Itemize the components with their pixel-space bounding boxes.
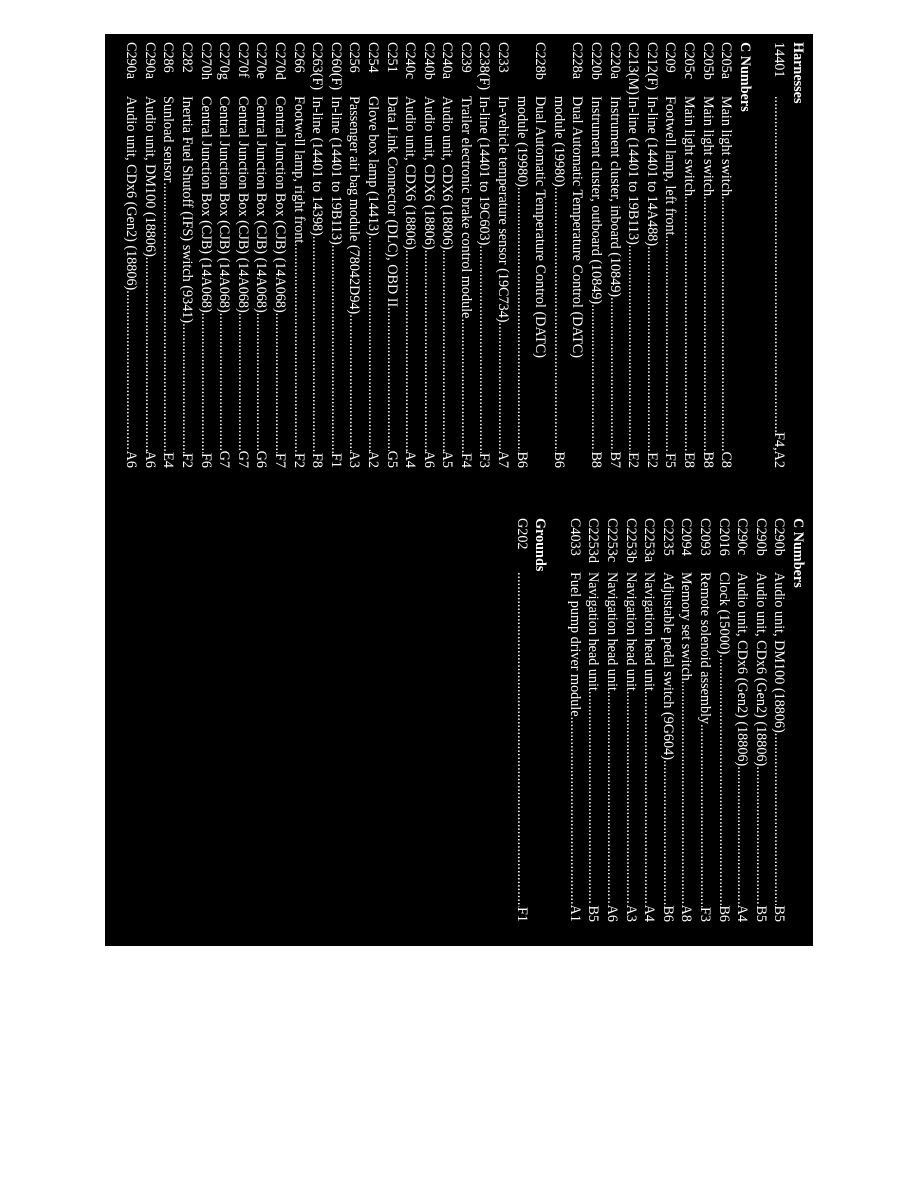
description-with-leader — [751, 572, 770, 905]
description-with-leader — [584, 572, 603, 905]
connector-description: Central Junction Box (CJB) (14A068) — [253, 96, 270, 313]
connector-description: Central Junction Box (CJB) (14A068) — [197, 96, 214, 313]
index-entry — [252, 42, 271, 468]
index-entry — [677, 518, 696, 922]
grid-location: B5 — [771, 905, 788, 922]
index-entry — [140, 42, 159, 468]
description-with-leader — [438, 96, 457, 451]
dot-leader — [363, 236, 382, 451]
index-entry — [714, 518, 733, 922]
index-entry — [270, 42, 289, 468]
connector-code: C220b — [588, 42, 605, 80]
description-with-leader — [695, 572, 714, 907]
dot-leader — [122, 290, 141, 450]
connector-description: Main light switch — [681, 96, 698, 197]
index-entry — [698, 42, 717, 468]
connector-code: C270h — [197, 42, 214, 80]
connector-code: C260(F) — [327, 42, 344, 91]
connector-description: Audio unit, CDX6 (18806) — [439, 96, 456, 250]
description-with-leader — [661, 96, 680, 453]
connector-code: C290a — [123, 42, 140, 80]
index-entry — [695, 518, 714, 922]
connector-description: Central Junction Box (CJB) (14A068) — [234, 96, 251, 313]
dot-leader — [640, 691, 659, 905]
dot-leader — [252, 313, 271, 451]
description-with-leader — [642, 96, 661, 452]
connector-description: In-line (14401 to 19C603) — [476, 96, 493, 246]
connector-description: Audio unit, CDx6 (Gen2) (18806) — [734, 572, 751, 767]
grid-location: A4 — [734, 904, 751, 922]
dot-leader — [475, 245, 494, 453]
dot-leader — [382, 307, 401, 450]
description-with-leader — [233, 96, 252, 451]
index-entry — [475, 42, 494, 468]
description-with-leader — [215, 96, 234, 451]
grid-location: F6 — [197, 453, 214, 468]
grid-location: A5 — [439, 450, 456, 468]
grid-location: B6 — [715, 905, 732, 922]
dot-leader — [494, 323, 513, 451]
dot-leader — [308, 236, 327, 453]
connector-description: Dual Automatic Temperature Control (DATC) — [569, 96, 586, 358]
dot-leader — [565, 717, 584, 905]
connector-code: C233 — [495, 42, 512, 73]
grid-location: E4 — [160, 452, 177, 468]
index-entry-first-line — [568, 42, 587, 468]
left-column — [122, 42, 807, 468]
index-entry — [419, 42, 438, 468]
index-entry — [177, 42, 196, 468]
connector-code: C240c — [402, 42, 419, 80]
connector-description: Audio unit, CDX6 (18806) — [420, 96, 437, 250]
connector-description: Inertia Fuel Shutoff (IFS) switch (9341) — [179, 96, 195, 324]
connector-code: C256 — [346, 42, 363, 73]
connector-code: C2235 — [659, 518, 676, 556]
dot-leader — [419, 250, 438, 451]
connector-description: In-line (14401 to 19B113) — [327, 96, 344, 245]
connector-code: C238(F) — [476, 42, 493, 91]
grid-location: G6 — [253, 450, 270, 468]
index-entry — [717, 42, 736, 468]
connector-description: Footwell lamp, right front — [290, 96, 307, 244]
dot-leader — [270, 313, 289, 453]
dot-leader — [233, 313, 252, 451]
connector-code: C240a — [439, 42, 456, 80]
index-entry — [289, 42, 308, 468]
connector-description: Clock (15000) — [715, 572, 732, 655]
connector-code: C205a — [718, 42, 735, 80]
c-numbers-heading: C Numbers — [736, 42, 753, 112]
connector-code: C2253a — [641, 518, 658, 563]
grid-location: G5 — [383, 450, 400, 468]
index-entry — [512, 518, 531, 922]
c-numbers-heading: C Numbers — [790, 518, 806, 588]
index-entry — [233, 42, 252, 468]
connector-description: Audio unit, CDX6 (18806) — [402, 96, 419, 250]
index-entry — [549, 42, 568, 468]
grid-location: E2 — [625, 452, 642, 468]
dot-leader — [658, 760, 677, 905]
connector-code: C286 — [160, 42, 177, 73]
connector-code: C239 — [457, 42, 474, 73]
grid-location: A6 — [420, 450, 437, 468]
index-entry — [605, 42, 624, 468]
description-with-leader — [289, 96, 308, 453]
connector-description: In-vehicle temperature sensor (19C734) — [495, 96, 512, 323]
grid-location: G7 — [234, 450, 251, 468]
c-numbers-list — [565, 518, 788, 922]
connector-code: C251 — [383, 42, 400, 73]
dot-leader — [549, 187, 568, 451]
dot-leader — [326, 245, 345, 453]
grid-location: F2 — [290, 453, 307, 468]
rotated-content — [105, 34, 813, 946]
index-entry — [456, 42, 475, 468]
dot-leader — [345, 314, 364, 450]
grid-location: F4 — [457, 453, 474, 468]
dot-leader — [770, 96, 789, 432]
grid-location: A3 — [346, 450, 363, 468]
dot-leader — [695, 724, 714, 907]
connector-description: Footwell lamp, left front — [662, 96, 679, 236]
dot-leader — [401, 250, 420, 451]
connector-description: Navigation head unit — [585, 572, 602, 691]
connector-code: C220a — [606, 42, 623, 80]
connector-description: Instrument cluster, outboard (10849) — [588, 96, 605, 305]
index-entry — [642, 42, 661, 468]
dot-leader — [177, 323, 196, 453]
connector-description: Navigation head unit — [604, 572, 621, 691]
description-with-leader — [326, 96, 345, 453]
grid-location: F1 — [513, 907, 530, 922]
index-entry — [621, 518, 640, 922]
connector-description: In-line (14401 to 14A488) — [643, 96, 660, 247]
index-entry — [733, 518, 752, 922]
description-with-leader — [770, 572, 789, 905]
grid-location: A6 — [604, 904, 621, 922]
index-entry — [494, 42, 513, 468]
description-with-leader — [308, 96, 327, 453]
dot-leader — [215, 313, 234, 451]
connector-code: C270d — [271, 42, 288, 80]
dot-leader — [196, 313, 215, 453]
connector-code: C2016 — [715, 518, 732, 556]
grounds-list — [512, 518, 531, 922]
dot-leader — [624, 245, 643, 452]
description-with-leader — [658, 572, 677, 905]
connector-code: C228b — [532, 42, 549, 80]
description-continued — [512, 96, 531, 451]
grid-location: A7 — [495, 450, 512, 468]
connector-code: C2253d — [585, 518, 602, 563]
connector-code: C205b — [699, 42, 716, 80]
description-with-leader — [512, 572, 531, 907]
description-with-leader — [140, 96, 159, 451]
connector-code: C290b — [752, 518, 769, 556]
description-with-leader — [602, 572, 621, 905]
index-entry — [584, 518, 603, 922]
dot-leader — [289, 243, 308, 453]
connector-description: Adjustable pedal switch (9G604) — [659, 572, 676, 760]
connector-description: Central Junction Box (CJB) (14A068) — [216, 96, 233, 313]
index-entry — [326, 42, 345, 468]
index-entry — [308, 42, 327, 468]
description-with-leader — [624, 96, 643, 452]
connector-description: Trailer electronic brake control module — [457, 96, 474, 319]
description-with-leader — [196, 96, 215, 453]
grid-location: A3 — [622, 904, 639, 922]
connector-description: In-line (14401 to 19B113) — [625, 96, 642, 245]
right-column — [512, 518, 807, 922]
dot-leader — [586, 304, 605, 451]
grid-location: B8 — [588, 451, 605, 468]
description-with-leader — [717, 96, 736, 451]
connector-description: Data Link Connector (DLC), OBD II — [383, 96, 400, 308]
connector-description: Dual Automatic Temperature Control (DATC) — [532, 96, 549, 358]
index-entry — [624, 42, 643, 468]
description-with-leader — [401, 96, 420, 451]
index-entry — [661, 42, 680, 468]
description-with-leader — [698, 96, 717, 451]
description-with-leader — [586, 96, 605, 451]
index-entry — [345, 42, 364, 468]
description-with-leader — [270, 96, 289, 453]
dot-leader — [602, 691, 621, 905]
description-with-leader — [475, 96, 494, 453]
connector-description: Audio unit, CDx6 (Gen2) (18806) — [752, 572, 769, 767]
dot-leader — [661, 236, 680, 454]
grid-location: A1 — [566, 904, 583, 922]
grid-location: E8 — [681, 452, 698, 468]
dot-leader — [714, 654, 733, 905]
connector-description: Navigation head unit — [641, 572, 658, 691]
connector-description: Memory set switch — [678, 572, 695, 681]
connector-code: C2094 — [678, 518, 695, 556]
index-entry — [679, 42, 698, 468]
connector-description: Fuel pump driver module — [566, 572, 583, 717]
description-with-leader — [621, 572, 640, 905]
dot-leader — [456, 318, 475, 453]
dot-leader — [584, 691, 603, 905]
index-entry — [159, 42, 178, 468]
index-entry — [586, 42, 605, 468]
description-with-leader — [177, 96, 196, 453]
connector-code: C290c — [734, 518, 751, 556]
dot-leader — [677, 681, 696, 905]
connector-description: Main light switch — [699, 96, 716, 197]
grid-location: B7 — [606, 451, 623, 468]
connector-code: C290b — [771, 518, 788, 556]
grid-location: F2 — [179, 453, 195, 468]
index-entry — [122, 42, 141, 468]
connector-code: C2253c — [604, 518, 621, 563]
description-with-leader — [159, 96, 178, 452]
description-with-leader — [677, 572, 696, 905]
connector-code: G202 — [513, 518, 530, 550]
index-entry — [196, 42, 215, 468]
dot-leader — [679, 196, 698, 452]
connector-description: Remote solenoid assembly — [697, 572, 714, 725]
connector-description: Audio unit, DM100 (18806) — [771, 572, 788, 733]
grid-location: A4 — [402, 450, 419, 468]
index-entry — [770, 42, 789, 468]
index-entry — [401, 42, 420, 468]
grid-location: G7 — [216, 450, 233, 468]
description-with-leader — [605, 96, 624, 451]
grid-location: F4,A2 — [771, 432, 788, 468]
index-entry — [658, 518, 677, 922]
grid-location: B6 — [550, 451, 567, 468]
grid-location: A6 — [123, 450, 140, 468]
index-entry — [751, 518, 770, 922]
connector-code: C254 — [364, 42, 381, 73]
connector-description: Navigation head unit — [622, 572, 639, 691]
description-with-leader — [122, 96, 141, 451]
description-with-leader — [252, 96, 271, 451]
connector-code: C212(F) — [643, 42, 660, 91]
dot-leader — [698, 196, 717, 451]
description-with-leader — [419, 96, 438, 451]
connector-description: Glove box lamp (14413) — [364, 96, 381, 236]
index-entry — [512, 42, 531, 468]
connector-code: C290a — [141, 42, 158, 80]
harnesses-heading: Harnesses — [790, 42, 806, 104]
description-with-leader — [714, 572, 733, 905]
grid-location: B8 — [699, 451, 716, 468]
description-with-leader — [733, 572, 752, 905]
connector-description: Central Junction Box (CJB) (14A068) — [271, 96, 288, 313]
connector-code: C282 — [179, 42, 195, 73]
grid-location: A6 — [141, 450, 158, 468]
index-entry — [640, 518, 659, 922]
document-page-panel — [105, 34, 813, 946]
grid-location: B5 — [585, 905, 602, 922]
description-with-leader — [770, 96, 789, 432]
index-entry — [438, 42, 457, 468]
grid-location: F5 — [662, 453, 679, 468]
connector-description: Audio unit, DM100 (18806) — [141, 96, 158, 257]
connector-code: C228a — [569, 42, 586, 80]
connector-code: C240b — [420, 42, 437, 80]
connector-description: Sunload sensor — [160, 96, 177, 183]
grid-location: A2 — [364, 450, 381, 468]
description-with-leader — [565, 572, 584, 905]
description-with-leader — [382, 96, 401, 451]
description-with-leader — [456, 96, 475, 453]
dot-leader — [605, 297, 624, 451]
index-entry — [382, 42, 401, 468]
description-with-leader — [640, 572, 659, 905]
description-continued — [549, 96, 568, 451]
dot-leader — [512, 572, 531, 907]
dot-leader — [140, 257, 159, 451]
index-entry-first-line — [531, 42, 550, 468]
index-entry — [770, 518, 789, 922]
grid-location: B6 — [513, 451, 530, 468]
dot-leader — [733, 766, 752, 904]
grid-location: F3 — [697, 907, 714, 922]
connector-code: C2253b — [622, 518, 639, 563]
dot-leader — [717, 196, 736, 451]
connector-code: C205c — [681, 42, 698, 80]
grid-location: F8 — [309, 453, 326, 468]
index-entry — [602, 518, 621, 922]
connector-code: C270e — [253, 42, 270, 80]
dot-leader — [770, 733, 789, 906]
grid-location: B6 — [659, 905, 676, 922]
connector-description: Audio unit, CDx6 (Gen2) (18806) — [123, 96, 140, 291]
description-with-leader — [363, 96, 382, 451]
connector-code: C2093 — [697, 518, 714, 556]
connector-description: Instrument cluster, inboard (10849) — [606, 96, 623, 298]
dot-leader — [512, 187, 531, 451]
connector-code: C213(M) — [625, 42, 642, 95]
grounds-heading: Grounds — [532, 518, 549, 572]
dot-leader — [438, 250, 457, 451]
description-continuation: module (19980) — [550, 96, 567, 188]
connector-code: C270f — [234, 42, 251, 78]
connector-code: 14401 — [771, 42, 788, 78]
connector-description: Passenger air bag module (78042D94) — [346, 96, 363, 315]
grid-location: E2 — [643, 452, 660, 468]
grid-location: B5 — [752, 905, 769, 922]
index-entry — [215, 42, 234, 468]
harnesses-list — [770, 42, 789, 468]
grid-location: F7 — [271, 453, 288, 468]
description-with-leader — [679, 96, 698, 452]
connector-description: Main light switch — [718, 96, 735, 197]
dot-leader — [751, 766, 770, 905]
index-entry — [363, 42, 382, 468]
dot-leader — [159, 182, 178, 452]
connector-code: C209 — [662, 42, 679, 73]
dot-leader — [642, 246, 661, 452]
description-with-leader — [345, 96, 364, 451]
connector-code: C263(F) — [309, 42, 326, 91]
grid-location: F3 — [476, 453, 493, 468]
connector-code: C4033 — [566, 518, 583, 556]
grid-location: C8 — [718, 451, 735, 468]
c-numbers-list — [122, 42, 736, 468]
description-with-leader — [494, 96, 513, 451]
connector-code: C270g — [216, 42, 233, 80]
grid-location: F1 — [327, 453, 344, 468]
grid-location: A4 — [641, 904, 658, 922]
index-entry — [565, 518, 584, 922]
description-continuation: module (19980) — [513, 96, 530, 188]
connector-description: In-line (14401 to 14398) — [309, 96, 326, 236]
dot-leader — [621, 691, 640, 905]
grid-location: A8 — [678, 904, 695, 922]
connector-code: C266 — [290, 42, 307, 73]
